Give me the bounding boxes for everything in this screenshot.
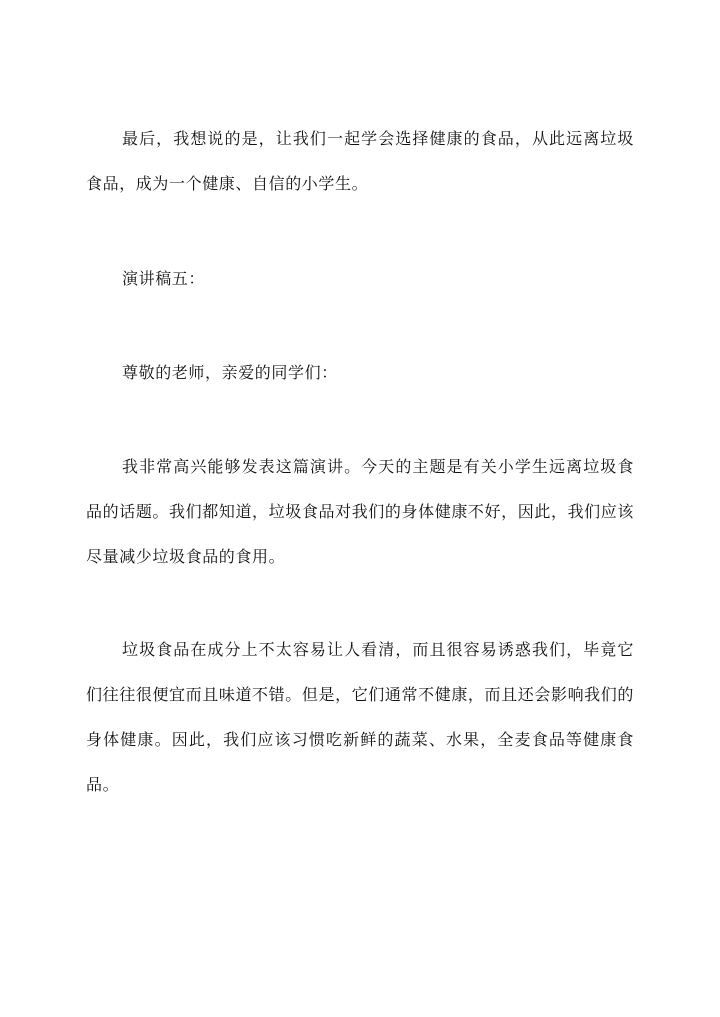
section-heading: 演讲稿五：	[122, 269, 206, 288]
salutation: 尊敬的老师，亲爱的同学们：	[122, 363, 338, 382]
paragraph-body: 垃圾食品在成分上不太容易让人看清，而且很容易诱惑我们，毕竟它们往往很便宜而且味道不错。但是，它们通常不健康，而且还会影响我们的身体健康。因此，我们应该习惯吃新鲜的蔬菜、水果，全麦食品等健康食品。	[86, 640, 634, 794]
paragraph-intro: 我非常高兴能够发表这篇演讲。今天的主题是有关小学生远离垃圾食品的话题。我们都知道，垃圾食品对我们的身体健康不好，因此，我们应该尽量减少垃圾食品的食用。	[86, 457, 634, 566]
paragraph-closing: 最后，我想说的是，让我们一起学会选择健康的食品，从此远离垃圾食品，成为一个健康、自信的小学生。	[86, 129, 634, 193]
